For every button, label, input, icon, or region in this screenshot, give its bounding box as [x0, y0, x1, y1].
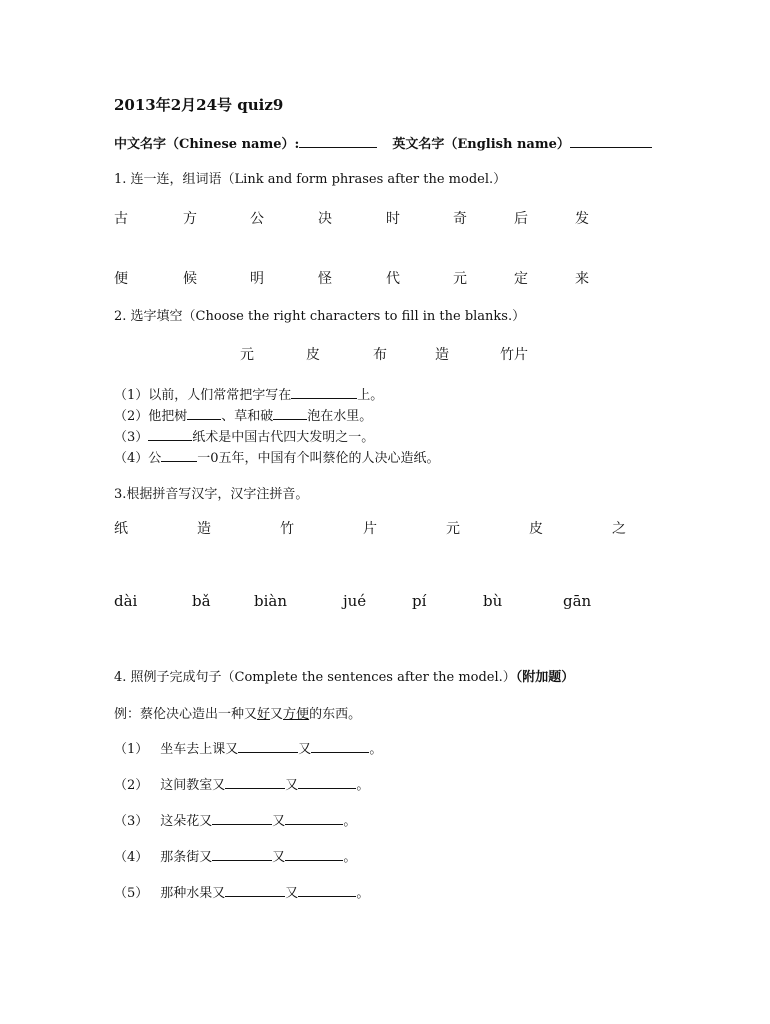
fill-blank[interactable]: [212, 848, 272, 861]
q3-char: 片: [363, 521, 377, 537]
q4-item-4: （4） 那条街又 又 。: [114, 850, 357, 865]
q3-pinyin: jué: [343, 592, 367, 610]
q1-top-char: 发: [575, 211, 589, 227]
fill-blank[interactable]: [311, 740, 369, 753]
q3-char: 元: [446, 521, 460, 537]
fill-blank[interactable]: [273, 407, 307, 420]
q1-bottom-char: 代: [386, 271, 400, 287]
fill-blank[interactable]: [291, 386, 357, 399]
q2-item-1: （1）以前，人们常常把字写在 上。: [114, 388, 384, 403]
fill-blank[interactable]: [285, 812, 343, 825]
q3-char: 皮: [529, 521, 543, 537]
q2-choice: 布: [373, 347, 387, 363]
q1-bottom-char: 元: [453, 271, 467, 287]
name-line: [114, 133, 652, 152]
q1-bottom-char: 明: [250, 271, 264, 287]
q3-char: 竹: [280, 521, 294, 537]
english-name-blank[interactable]: [570, 135, 652, 148]
q4-heading-line: [114, 666, 574, 685]
q2-choice: 造: [435, 347, 449, 363]
q4-item-5: （5） 那种水果又 又 。: [114, 886, 370, 901]
q1-top-char: 方: [183, 211, 197, 227]
fill-blank[interactable]: [225, 776, 285, 789]
fill-blank[interactable]: [238, 740, 298, 753]
q1-top-char: 公: [250, 211, 264, 227]
page-title: 2013年2月24号 quiz9: [114, 96, 284, 114]
q1-bottom-row: [0, 268, 770, 288]
q1-bottom-char: 定: [514, 271, 528, 287]
q2-choice: 竹片: [500, 347, 528, 363]
q4-item-1: （1） 坐车去上课又 又 。: [114, 742, 383, 757]
fill-blank[interactable]: [212, 812, 272, 825]
q4-heading: 4. 照例子完成句子（Complete the sentences after the model.）: [114, 670, 516, 685]
q3-pinyin: bǎ: [192, 592, 211, 610]
q1-top-char: 决: [318, 211, 332, 227]
fill-blank[interactable]: [161, 449, 197, 462]
q2-choice: 元: [240, 347, 254, 363]
q3-char: 纸: [114, 521, 128, 537]
q3-char: 之: [612, 521, 626, 537]
q2-item-3: （3） 纸术是中国古代四大发明之一。: [114, 430, 375, 445]
q3-pinyin: bù: [483, 592, 503, 610]
q1-bottom-char: 候: [183, 271, 197, 287]
q3-pinyin: gān: [563, 592, 592, 610]
chinese-name-blank[interactable]: [299, 135, 377, 148]
q3-pinyin: pí: [412, 592, 427, 610]
q1-bottom-char: 便: [114, 271, 128, 287]
q3-heading: 3.根据拼音写汉字，汉字注拼音。: [114, 487, 309, 502]
q1-top-char: 后: [514, 211, 528, 227]
q3-pinyin: dài: [114, 592, 138, 610]
fill-blank[interactable]: [298, 776, 356, 789]
q4-item-2: （2） 这间教室又 又 。: [114, 778, 370, 793]
q2-item-4: （4）公 一0五年，中国有个叫蔡伦的人决心造纸。: [114, 451, 440, 466]
fill-blank[interactable]: [187, 407, 221, 420]
q3-char: 造: [197, 521, 211, 537]
q1-top-char: 时: [386, 211, 400, 227]
q4-bonus-label: （附加题）: [515, 670, 575, 685]
q3-chars-row: [0, 518, 770, 538]
q1-top-char: 奇: [453, 211, 467, 227]
q3-pinyin-row: [0, 592, 770, 612]
fill-blank[interactable]: [285, 848, 343, 861]
q1-heading: 1. 连一连，组词语（Link and form phrases after the model.）: [114, 172, 507, 187]
q1-top-char: 古: [114, 211, 128, 227]
q1-bottom-char: 来: [575, 271, 589, 287]
fill-blank[interactable]: [298, 884, 356, 897]
q2-choice: 皮: [306, 347, 320, 363]
q4-item-3: （3） 这朵花又 又 。: [114, 814, 357, 829]
q3-pinyin: biàn: [254, 592, 288, 610]
q2-heading: 2. 选字填空（Choose the right characters to fill in the blanks.）: [114, 309, 526, 324]
chinese-name-label: 中文名字（Chinese name）:: [114, 137, 300, 152]
q4-example: 例：蔡伦决心造出一种又好又方便的东西。: [114, 707, 362, 722]
q1-bottom-char: 怪: [318, 271, 332, 287]
q1-top-row: [0, 208, 770, 228]
english-name-label: 英文名字（English name）: [392, 137, 570, 152]
q2-choices: [0, 344, 770, 364]
fill-blank[interactable]: [148, 428, 192, 441]
fill-blank[interactable]: [225, 884, 285, 897]
q2-item-2: （2）他把树 、草和破 泡在水里。: [114, 409, 373, 424]
